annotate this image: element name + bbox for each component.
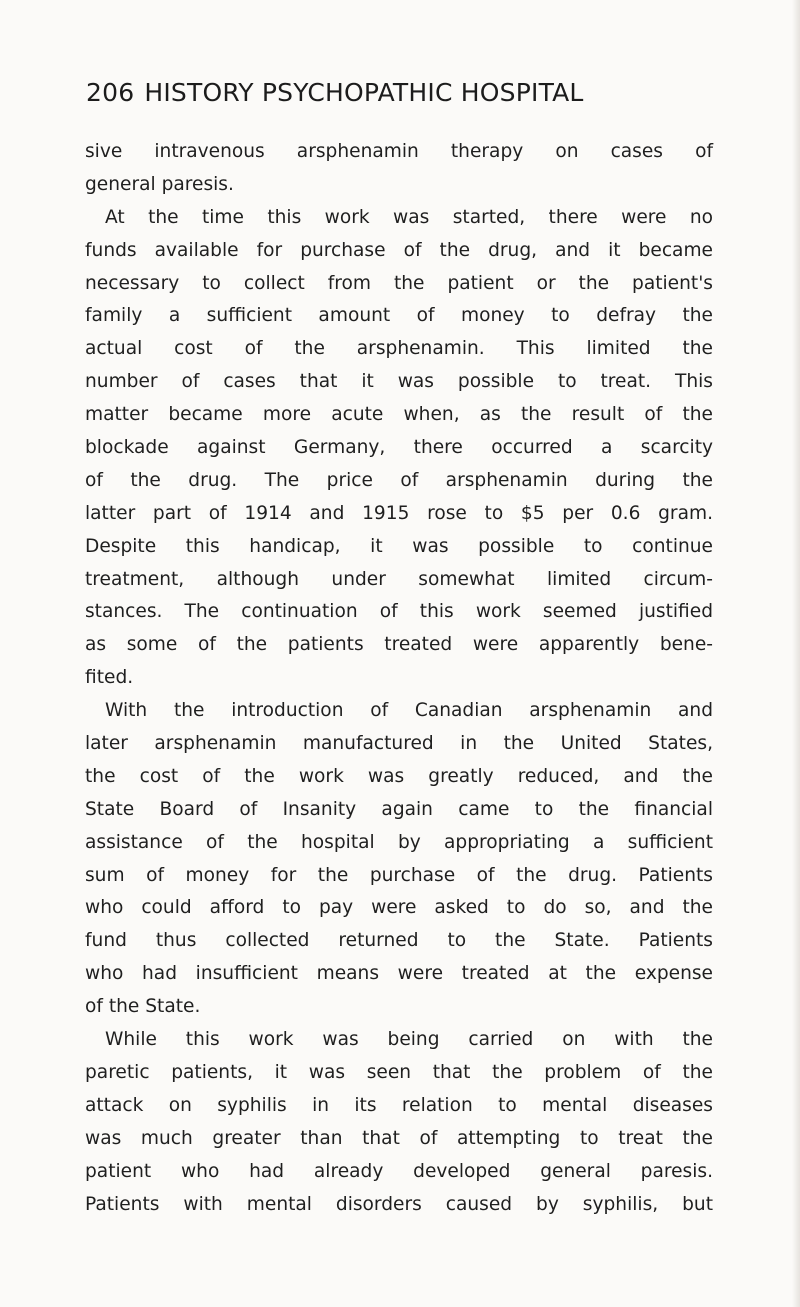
text-line: matter became more acute when, as the result of the: [85, 404, 713, 426]
text-line: who had insufficient means were treated at the expense: [85, 963, 713, 985]
text-line: as some of the patients treated were apparently bene-: [85, 634, 713, 656]
text-line: fund thus collected returned to the State. Patients: [85, 930, 713, 952]
text-line: funds available for purchase of the drug, and it became: [85, 239, 713, 261]
text-line: of the drug. The price of arsphenamin during the: [85, 469, 713, 491]
text-line: blockade against Germany, there occurred a scarcity: [85, 437, 713, 459]
body-text: [85, 136, 713, 1221]
text-line: fited.: [85, 667, 134, 689]
text-line: Patients with mental disorders caused by syphilis, but: [85, 1193, 713, 1215]
text-line: necessary to collect from the patient or the patient's: [85, 272, 713, 294]
text-line: latter part of 1914 and 1915 rose to $5 per 0.6 gram.: [85, 502, 713, 524]
text-line: Despite this handicap, it was possible to continue: [85, 535, 713, 557]
page-edge-shadow: [792, 0, 800, 1307]
text-line: number of cases that it was possible to treat. This: [85, 371, 713, 393]
text-line: attack on syphilis in its relation to mental diseases: [85, 1094, 713, 1116]
text-line: With the introduction of Canadian arsphenamin and: [105, 700, 713, 722]
text-line: sive intravenous arsphenamin therapy on cases of: [85, 141, 713, 162]
text-line: of the State.: [85, 996, 201, 1018]
text-line: assistance of the hospital by appropriating a sufficient: [85, 831, 713, 853]
text-line: who could afford to pay were asked to do so, and the: [85, 897, 713, 919]
text-line: sum of money for the purchase of the drug. Patients: [85, 864, 713, 886]
text-line: was much greater than that of attempting to treat the: [85, 1127, 713, 1149]
page-number: 206: [86, 78, 135, 107]
text-line: later arsphenamin manufactured in the United States,: [85, 733, 713, 755]
text-line: treatment, although under somewhat limited circum-: [85, 568, 713, 590]
header-title: HISTORY PSYCHOPATHIC HOSPITAL: [144, 78, 584, 107]
text-line: family a sufficient amount of money to defray the: [85, 305, 713, 327]
text-line: While this work was being carried on with the: [105, 1029, 713, 1051]
text-line: At the time this work was started, there were no: [105, 206, 713, 228]
text-line: actual cost of the arsphenamin. This limited the: [85, 338, 713, 360]
text-line: patient who had already developed general paresis.: [85, 1160, 713, 1182]
text-line: stances. The continuation of this work seemed justified: [85, 601, 713, 623]
running-header: [86, 78, 726, 107]
text-line: general paresis.: [85, 173, 234, 195]
text-line: paretic patients, it was seen that the problem of the: [85, 1061, 713, 1083]
text-line: State Board of Insanity again came to the financial: [85, 798, 713, 820]
text-line: the cost of the work was greatly reduced, and the: [85, 765, 713, 787]
